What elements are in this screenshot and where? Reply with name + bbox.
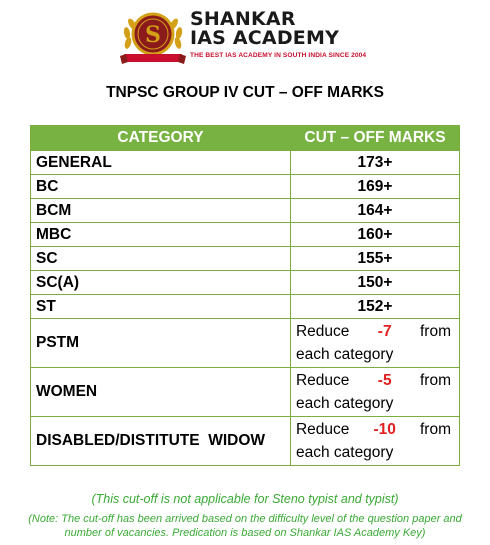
svg-text:S: S xyxy=(145,22,161,48)
category-cell: SC(A) xyxy=(31,271,291,295)
table-row xyxy=(31,223,460,247)
reduce-rest: each category xyxy=(295,444,394,461)
cutoff-cell: 152+ xyxy=(290,295,459,319)
cutoff-table xyxy=(30,125,460,466)
cutoff-cell: 164+ xyxy=(290,199,459,223)
emblem-icon xyxy=(118,6,188,68)
category-cell: WOMEN xyxy=(31,368,291,417)
category-cell: DISABLED/DISTITUTE WIDOW xyxy=(31,417,291,466)
category-cell: PSTM xyxy=(31,319,291,368)
table-row xyxy=(31,271,460,295)
column-header-cutoff: CUT – OFF MARKS xyxy=(290,126,459,151)
table-header-row xyxy=(31,126,460,151)
footnote-steno: (This cut-off is not applicable for Steno typist and typist) xyxy=(91,492,399,506)
reduce-rest: each category xyxy=(295,346,394,363)
table-row xyxy=(31,295,460,319)
table-row xyxy=(31,175,460,199)
reduce-from: from xyxy=(419,372,451,389)
footnote-note xyxy=(0,512,490,540)
reduce-amount: -5 xyxy=(377,372,392,389)
reduce-cell xyxy=(290,368,459,417)
table-row-reduce xyxy=(31,368,460,417)
category-cell: GENERAL xyxy=(31,151,291,175)
table-row-reduce xyxy=(31,319,460,368)
reduce-word: Reduce xyxy=(295,323,350,340)
page-title: TNPSC GROUP IV CUT – OFF MARKS xyxy=(106,84,384,101)
reduce-word: Reduce xyxy=(295,372,350,389)
cutoff-cell: 155+ xyxy=(290,247,459,271)
reduce-word: Reduce xyxy=(295,421,350,438)
reduce-amount: -7 xyxy=(377,323,392,340)
brand-name-line1: SHANKAR xyxy=(190,8,296,30)
table-row xyxy=(31,247,460,271)
category-cell: BC xyxy=(31,175,291,199)
table-row-reduce xyxy=(31,417,460,466)
reduce-from: from xyxy=(420,421,451,438)
category-cell: ST xyxy=(31,295,291,319)
academy-logo xyxy=(118,4,378,70)
footnote-note-line2: number of vacancies. Predication is based on Shankar IAS Academy Key) xyxy=(64,527,426,539)
cutoff-cell: 173+ xyxy=(290,151,459,175)
brand-text xyxy=(190,10,390,59)
cutoff-cell: 150+ xyxy=(290,271,459,295)
cutoff-cell: 160+ xyxy=(290,223,459,247)
reduce-amount: -10 xyxy=(373,421,396,438)
table-row xyxy=(31,199,460,223)
reduce-rest: each category xyxy=(295,395,394,412)
reduce-from: from xyxy=(419,323,451,340)
reduce-cell xyxy=(290,417,459,466)
brand-tagline: THE BEST IAS ACADEMY IN SOUTH INDIA SINCE 2004 xyxy=(190,52,367,59)
category-cell: SC xyxy=(31,247,291,271)
cutoff-cell: 169+ xyxy=(290,175,459,199)
brand-name-line2: IAS ACADEMY xyxy=(190,27,340,49)
footnote-note-line1: (Note: The cut-off has been arrived based on the difficulty level of the question paper and xyxy=(28,513,462,525)
category-cell: BCM xyxy=(31,199,291,223)
table-row xyxy=(31,151,460,175)
column-header-category: CATEGORY xyxy=(31,126,291,151)
category-cell: MBC xyxy=(31,223,291,247)
reduce-cell xyxy=(290,319,459,368)
